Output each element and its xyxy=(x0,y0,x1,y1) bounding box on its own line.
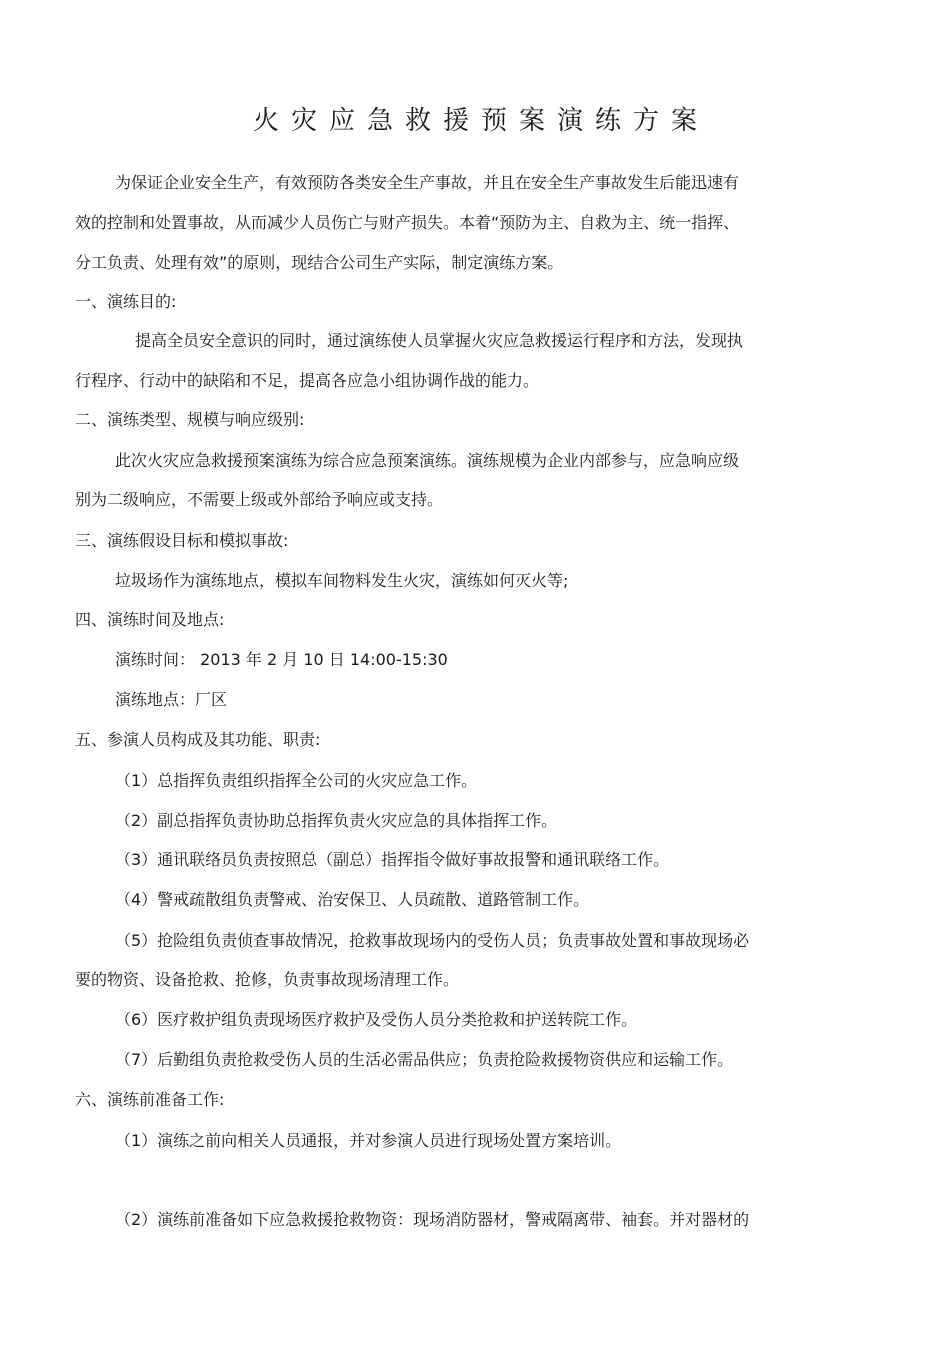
document-title: 火灾应急救援预案演练方案 xyxy=(252,106,709,136)
section-4-heading: 四、演练时间及地点: xyxy=(75,610,225,629)
intro-line-1: 为保证企业安全生产，有效预防各类安全生产事故，并且在安全生产事故发生后能迅速有 xyxy=(115,173,740,192)
role-item-3: （3）通讯联络员负责按照总（副总）指挥指令做好事故报警和通讯联络工作。 xyxy=(115,850,670,869)
section-1-heading: 一、演练目的: xyxy=(75,292,177,311)
section-2-heading: 二、演练类型、规模与响应级别: xyxy=(75,410,305,429)
intro-line-3: 分工负责、处理有效”的原则，现结合公司生产实际，制定演练方案。 xyxy=(75,253,564,272)
section-6-heading: 六、演练前准备工作: xyxy=(75,1090,225,1109)
role-item-4: （4）警戒疏散组负责警戒、治安保卫、人员疏散、道路管制工作。 xyxy=(115,890,590,909)
intro-line-2: 效的控制和处置事故，从而减少人员伤亡与财产损失。本着“预防为主、自救为主、统一指挥、 xyxy=(75,213,740,232)
drill-time: 演练时间： 2013 年 2 月 10 日 14:00-15:30 xyxy=(115,650,448,669)
role-item-2: （2）副总指挥负责协助总指挥负责火灾应急的具体指挥工作。 xyxy=(115,811,558,830)
role-item-1: （1）总指挥负责组织指挥全公司的火灾应急工作。 xyxy=(115,771,478,790)
section-2-line-2: 别为二级响应，不需要上级或外部给予响应或支持。 xyxy=(75,490,444,509)
prep-item-1: （1）演练之前向相关人员通报，并对参演人员进行现场处置方案培训。 xyxy=(115,1131,622,1150)
section-1-line-1: 提高全员安全意识的同时，通过演练使人员掌握火灾应急救援运行程序和方法，发现执 xyxy=(135,331,744,350)
role-item-6: （6）医疗救护组负责现场医疗救护及受伤人员分类抢救和护送转院工作。 xyxy=(115,1010,638,1029)
role-item-5-cont: 要的物资、设备抢救、抢修，负责事故现场清理工作。 xyxy=(75,970,460,989)
role-item-7: （7）后勤组负责抢救受伤人员的生活必需品供应；负责抢险救援物资供应和运输工作。 xyxy=(115,1050,734,1069)
drill-place: 演练地点：厂区 xyxy=(115,690,228,709)
section-2-line-1: 此次火灾应急救援预案演练为综合应急预案演练。演练规模为企业内部参与，应急响应级 xyxy=(115,451,740,470)
section-5-heading: 五、参演人员构成及其功能、职责: xyxy=(75,730,321,749)
section-3-line-1: 垃圾场作为演练地点，模拟车间物料发生火灾，演练如何灭火等; xyxy=(115,571,569,590)
prep-item-2: （2）演练前准备如下应急救援抢救物资：现场消防器材，警戒隔离带、袖套。并对器材的 xyxy=(115,1210,750,1229)
section-3-heading: 三、演练假设目标和模拟事故: xyxy=(75,531,289,550)
role-item-5: （5）抢险组负责侦查事故情况，抢救事故现场内的受伤人员；负责事故处置和事故现场必 xyxy=(115,931,750,950)
section-1-line-2: 行程序、行动中的缺陷和不足，提高各应急小组协调作战的能力。 xyxy=(75,371,540,390)
